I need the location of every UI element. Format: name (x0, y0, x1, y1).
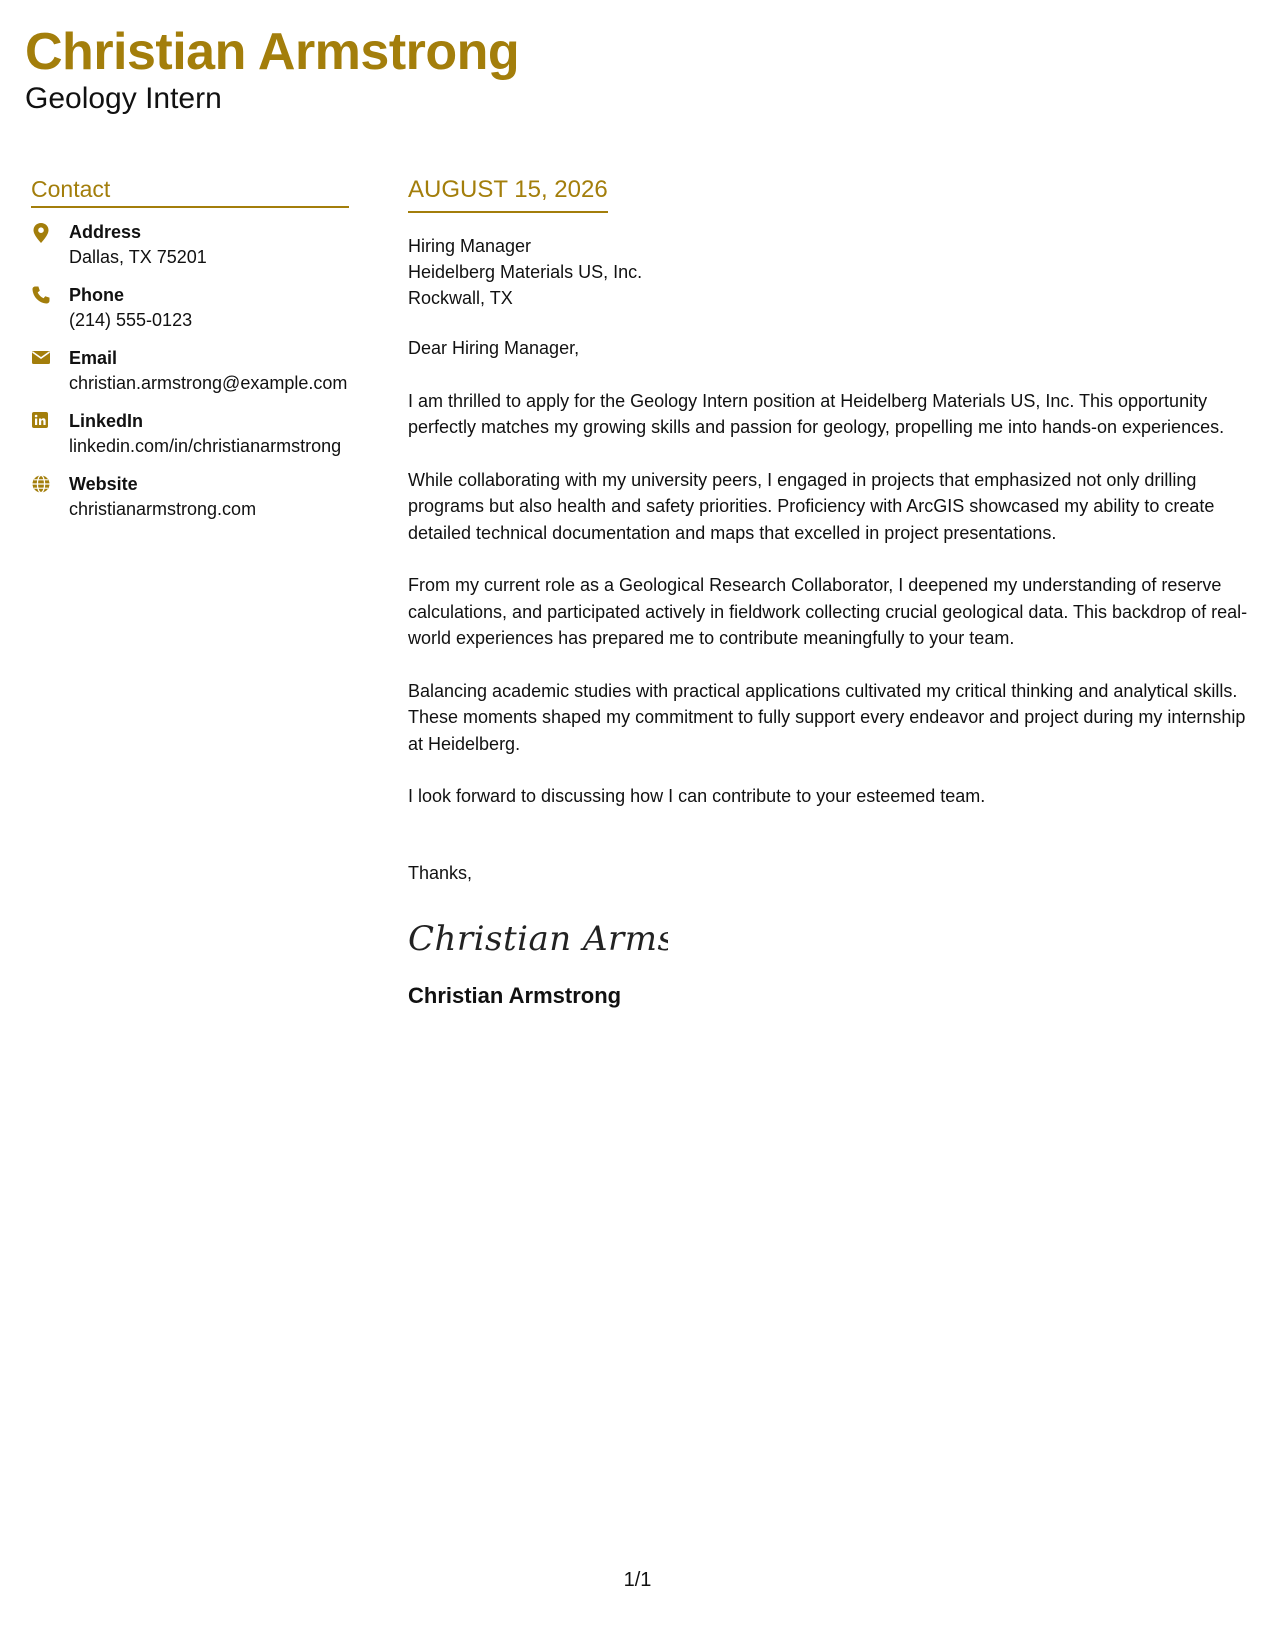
contact-item-email (31, 346, 349, 396)
contact-label: Phone (69, 285, 125, 305)
contact-label: Email (69, 348, 118, 368)
contact-item-address (31, 220, 349, 270)
closing: Thanks, (408, 862, 473, 883)
recipient-block (408, 233, 1253, 311)
salutation: Dear Hiring Manager, (408, 338, 580, 358)
globe-icon (31, 472, 69, 494)
contact-label: Website (69, 474, 138, 494)
contact-value[interactable]: christianarmstrong.com (69, 499, 257, 519)
contact-item-linkedin (31, 409, 349, 459)
signature-text: Christian Armst (408, 919, 668, 959)
contact-label: Address (69, 222, 142, 242)
recipient-company: Heidelberg Materials US, Inc. (408, 262, 643, 282)
contact-value[interactable]: christian.armstrong@example.com (69, 373, 348, 393)
applicant-role: Geology Intern (25, 82, 222, 115)
signer-name: Christian Armstrong (408, 983, 622, 1008)
contact-value: Dallas, TX 75201 (69, 247, 207, 267)
contact-list (31, 220, 349, 522)
paragraph: I am thrilled to apply for the Geology Intern position at Heidelberg Materials US, Inc. This opportunity perfectly matches my growing skills and passion for geology, propelling me into hands-on experiences. (408, 390, 1225, 437)
paragraph: Balancing academic studies with practical applications cultivated my critical thinking and analytical skills. These moments shaped my commitment to fully support every endeavor and project during my internship at Heidelberg. (408, 680, 1246, 754)
map-pin-icon (31, 220, 69, 244)
contact-sidebar (31, 175, 349, 535)
contact-value: (214) 555-0123 (69, 310, 193, 330)
contact-title: Contact (31, 175, 349, 208)
letter-date: AUGUST 15, 2026 (408, 175, 608, 213)
linkedin-icon (31, 409, 69, 429)
handwritten-signature (408, 908, 1253, 968)
contact-value[interactable]: linkedin.com/in/christianarmstrong (69, 436, 342, 456)
paragraph: While collaborating with my university peers, I engaged in projects that emphasized not only drilling programs but also health and safety priorities. Proficiency with ArcGIS showcased my ability to create detailed technical documentation and maps that excelled in project presentations. (408, 469, 1215, 543)
contact-item-phone (31, 283, 349, 333)
page-number: 1/1 (623, 1569, 652, 1591)
recipient-name: Hiring Manager (408, 236, 532, 256)
letter-body (408, 175, 1253, 1010)
applicant-name: Christian Armstrong (25, 23, 520, 81)
phone-icon (31, 283, 69, 305)
paragraph: I look forward to discussing how I can contribute to your esteemed team. (408, 786, 986, 806)
contact-item-website (31, 472, 349, 522)
contact-label: LinkedIn (69, 411, 144, 431)
envelope-icon (31, 346, 69, 366)
letter-header (25, 22, 519, 116)
recipient-location: Rockwall, TX (408, 288, 513, 308)
paragraph: From my current role as a Geological Research Collaborator, I deepened my understanding of reserve calculations, and participated actively in fieldwork collecting crucial geological data. This backdrop of real-world experiences has prepared me to contribute meaningfully to your team. (408, 575, 1248, 648)
